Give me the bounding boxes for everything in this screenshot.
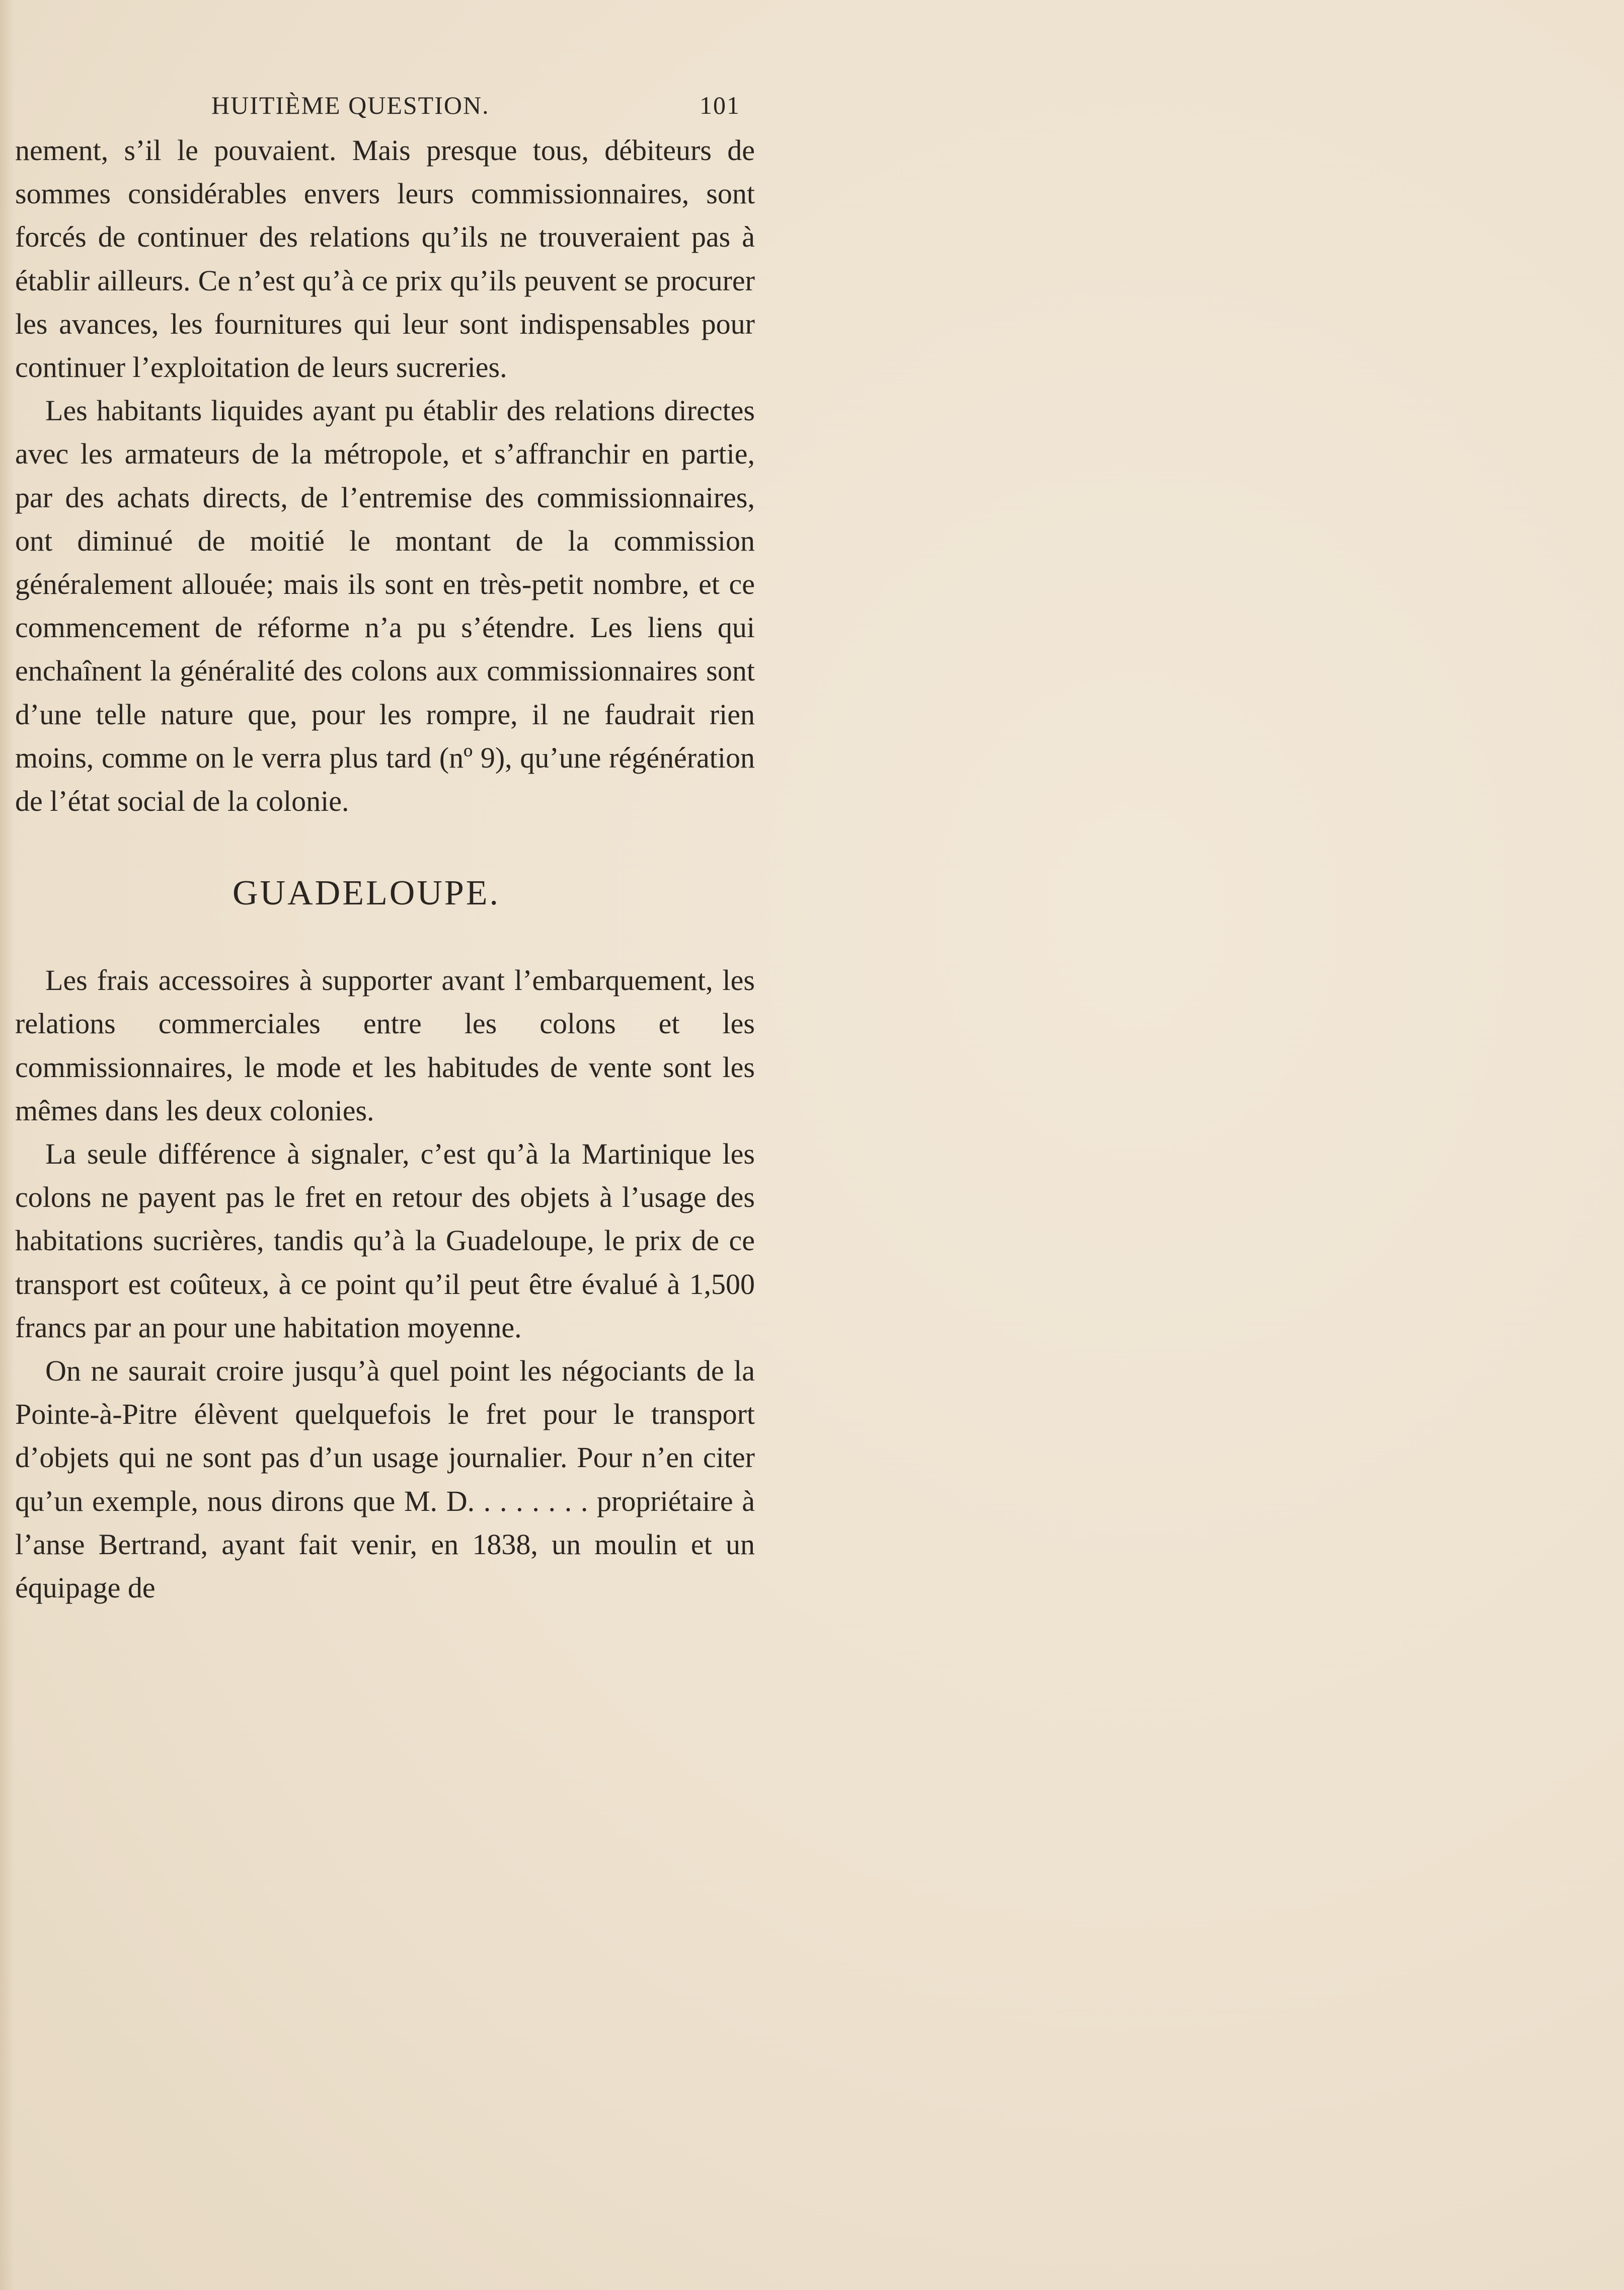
paragraph-3: Les frais accessoires à supporter avant l’embarquement, les relations commerciales entre les colons et les commissionnaires, le mode et les habitudes de vente sont les mêmes dans les deux colonies. [15,964,755,1127]
running-title: HUITIÈME QUESTION. [211,91,490,119]
text-column [15,86,755,1610]
paragraph-4: La seule différence à signaler, c’est qu’à la Martinique les colons ne payent pas le fret en retour des objets à l’usage des habitations sucrières, tandis qu’à la Guadeloupe, le prix de ce transport est coûteux, à ce point qu’il peut être évalué à 1,500 francs par an pour une habitation moyenne. [15,1137,755,1344]
page-number: 101 [700,91,740,119]
paragraph-5: On ne saurait croire jusqu’à quel point les négociants de la Pointe-à-Pitre élèvent quelquefois le fret pour le transport d’objets qui ne sont pas d’un usage journalier. Pour n’en citer qu’un exemple, nous dirons que M. D. . . . . . . . propriétaire à l’anse Bertrand, ayant fait venir, en 1838, un moulin et un équipage de [15,1354,755,1605]
section-title: GUADELOUPE. [233,874,501,913]
paragraph-1: nement, s’il le pouvaient. Mais presque tous, débiteurs de sommes considérables envers leurs commissionnaires, sont forcés de continuer des relations qu’ils ne trouveraient pas à établir ailleurs. Ce n’est qu’à ce prix qu’ils peuvent se procurer les avances, les fournitures qui leur sont indispensables pour continuer l’exploitation de leurs sucreries. [15,134,755,384]
running-head [15,86,755,126]
paragraph-2: Les habitants liquides ayant pu établir des relations directes avec les armateurs de la métropole, et s’affranchir en partie, par des achats directs, de l’entremise des commissionnaires, ont diminué de moitié le montant de la commission généralement allouée; mais ils sont en très-petit nombre, et ce commencement de réforme n’a pu s’étendre. Les liens qui enchaînent la généralité des colons aux commissionnaires sont d’une telle nature que, pour les rompre, il ne faudrait rien moins, comme on le verra plus tard (nº 9), qu’une régénération de l’état social de la colonie. [15,394,755,818]
page-gutter-shadow [0,0,14,2290]
